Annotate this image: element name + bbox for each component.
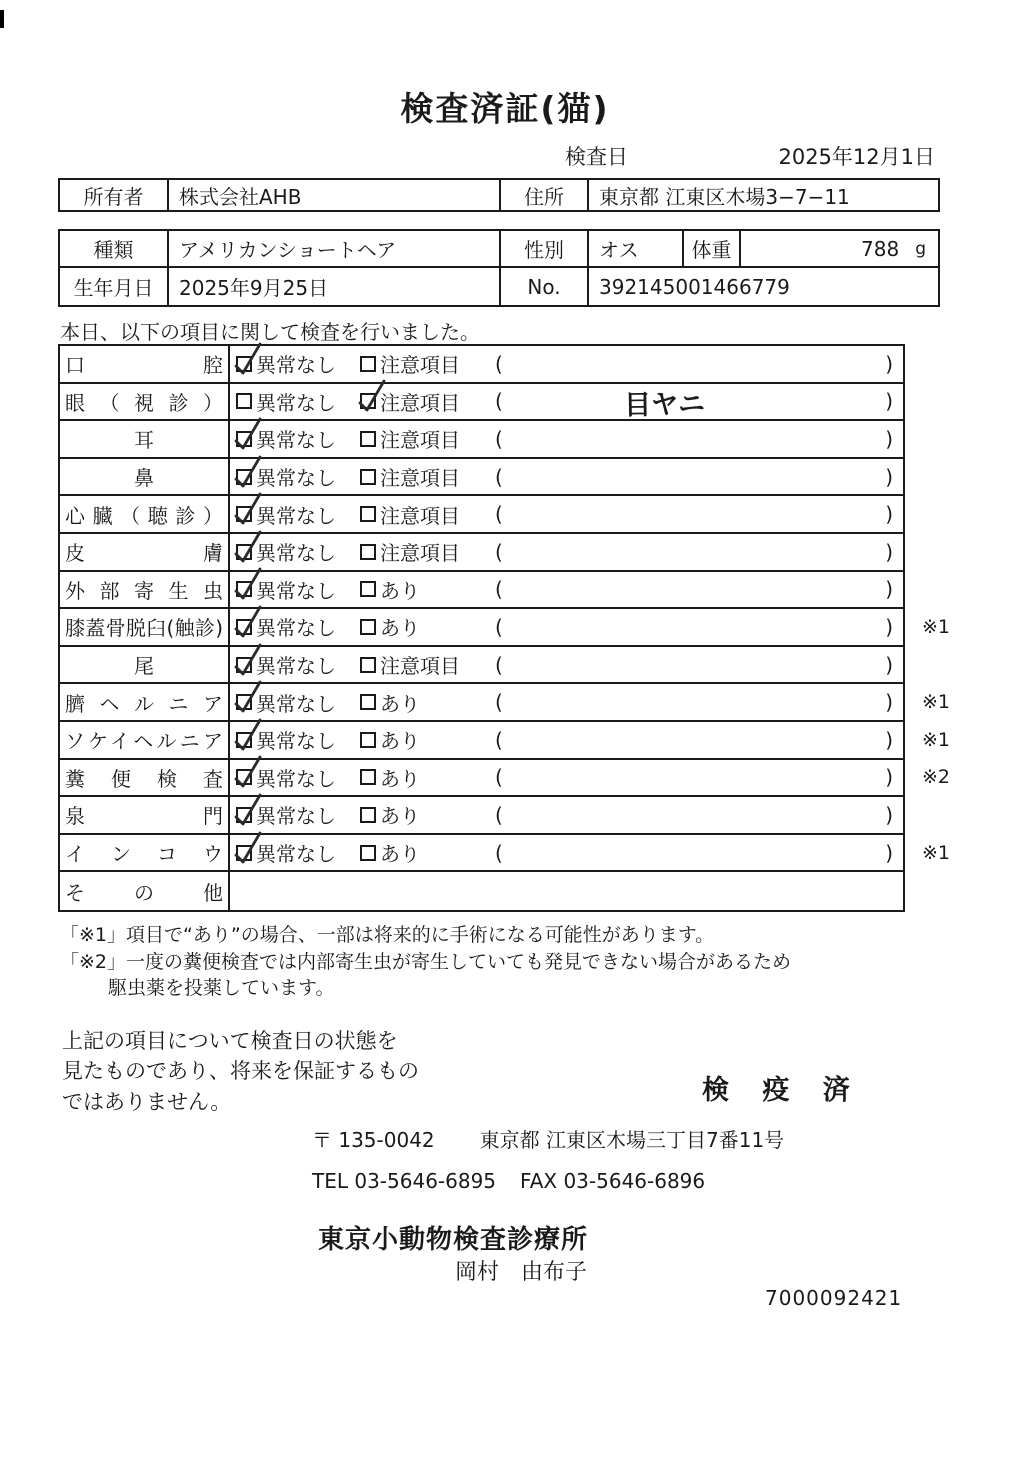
option-flag: [360, 424, 495, 453]
checkbox-normal[interactable]: [236, 581, 252, 597]
exam-item-content: [230, 459, 903, 495]
option-normal-label: 異常なし: [256, 842, 336, 867]
checkbox-flag[interactable]: [360, 769, 376, 785]
option-normal: [236, 650, 360, 679]
paren-close: ): [885, 351, 893, 376]
exam-item-content: [230, 872, 903, 910]
remark-area: [495, 502, 903, 526]
exam-item-content: [230, 647, 903, 683]
remark-area: [495, 803, 903, 827]
exam-item-label-cell: [60, 760, 230, 796]
option-flag-label: 注意項目: [380, 353, 460, 378]
option-normal-label: 異常なし: [256, 503, 336, 528]
checkbox-flag[interactable]: [360, 845, 376, 861]
checkmark-icon: [233, 491, 263, 527]
checkbox-normal[interactable]: [236, 393, 252, 409]
checkbox-flag[interactable]: [360, 469, 376, 485]
exam-item-label: 尾: [134, 654, 154, 679]
option-normal-label: 異常なし: [256, 766, 336, 791]
option-normal: [236, 763, 360, 792]
paren-close: ): [885, 389, 893, 414]
exam-row: [60, 384, 903, 422]
option-flag: [360, 387, 495, 416]
owner-label: 所有者: [83, 184, 144, 209]
remark-area: [495, 653, 903, 677]
checkbox-normal[interactable]: [236, 619, 252, 635]
paren-close: ): [885, 614, 893, 639]
pet-row-breed: [60, 231, 938, 268]
option-flag: [360, 838, 495, 867]
checkbox-normal[interactable]: [236, 807, 252, 823]
option-normal-label: 異常なし: [256, 729, 336, 754]
option-normal: [236, 800, 360, 829]
option-normal: [236, 349, 360, 378]
exam-row: [60, 421, 903, 459]
option-flag-label: あり: [380, 578, 420, 603]
option-normal-label: 異常なし: [256, 390, 336, 415]
paren-open: (: [495, 727, 503, 752]
weight-cell: [739, 231, 938, 266]
exam-item-label-cell: [60, 722, 230, 758]
option-normal-label: 異常なし: [256, 691, 336, 716]
exam-item-label: 口腔: [65, 353, 223, 378]
exam-item-content: [230, 534, 903, 570]
checkbox-normal[interactable]: [236, 431, 252, 447]
paren-close: ): [885, 426, 893, 451]
option-normal-label: 異常なし: [256, 428, 336, 453]
exam-item-label-cell: [60, 797, 230, 833]
checkbox-flag[interactable]: [360, 581, 376, 597]
disclaimer-line-1: 上記の項目について検査日の状態を: [62, 1029, 398, 1053]
checkmark-icon: [233, 679, 263, 715]
sex-label: 性別: [499, 231, 587, 266]
checkbox-normal[interactable]: [236, 732, 252, 748]
exam-date-value: 2025年12月1日: [778, 145, 935, 169]
paren-close: ): [885, 727, 893, 752]
option-flag-label: あり: [380, 804, 420, 829]
exam-row: [60, 496, 903, 534]
veterinarian-name: 岡村 由布子: [455, 1260, 588, 1285]
option-flag: [360, 575, 495, 604]
option-normal: [236, 500, 360, 529]
exam-item-label: 耳: [134, 428, 154, 453]
exam-table: [58, 344, 950, 912]
paren-close: ): [885, 502, 893, 527]
exam-item-label-cell: [60, 872, 230, 910]
exam-item-label: 膝蓋骨脱臼(触診): [65, 616, 223, 641]
exam-item-label-cell: [60, 647, 230, 683]
checkbox-flag[interactable]: [360, 732, 376, 748]
paren-close: ): [885, 765, 893, 790]
exam-item-label: ソケイヘルニア: [65, 729, 223, 754]
quarantine-stamp: 検 疫 済: [702, 1075, 862, 1106]
birth-label: 生年月日: [73, 276, 154, 300]
checkmark-icon: [233, 830, 263, 866]
exam-item-content: [230, 684, 903, 720]
remark-area: [495, 427, 903, 451]
no-label: No.: [499, 268, 587, 305]
option-flag: [360, 500, 495, 529]
checkbox-flag[interactable]: [360, 506, 376, 522]
checkbox-normal[interactable]: [236, 506, 252, 522]
footnote-reference: ※1: [921, 728, 950, 751]
clinic-address: 東京都 江東区木場三丁目7番11号: [479, 1128, 785, 1152]
clinic-name: 東京小動物検査診療所: [318, 1225, 589, 1255]
intro-text: 本日、以下の項目に関して検査を行いました。: [60, 320, 480, 344]
option-normal: [236, 462, 360, 491]
checkmark-icon: [233, 454, 263, 490]
option-flag-label: あり: [380, 766, 420, 791]
exam-row: [60, 797, 903, 835]
checkbox-normal[interactable]: [236, 694, 252, 710]
checkmark-icon: [233, 754, 263, 790]
paren-open: (: [495, 690, 503, 715]
option-flag-label: あり: [380, 691, 420, 716]
option-flag-label: あり: [380, 842, 420, 867]
option-flag: [360, 612, 495, 641]
checkbox-normal[interactable]: [236, 544, 252, 560]
exam-item-label: 臍ヘルニア: [65, 691, 223, 716]
exam-item-content: [230, 346, 903, 382]
disclaimer-text: [62, 1026, 419, 1117]
remark-area: [495, 540, 903, 564]
exam-item-label-cell: [60, 534, 230, 570]
option-normal: [236, 725, 360, 754]
serial-number: 7000092421: [765, 1286, 903, 1310]
option-normal: [236, 575, 360, 604]
exam-item-label-cell: [60, 572, 230, 608]
exam-item-label: 糞便検査: [65, 766, 223, 791]
breed-value: アメリカンショートヘア: [167, 231, 499, 266]
exam-item-label: 皮膚: [65, 541, 223, 566]
paren-close: ): [885, 577, 893, 602]
checkbox-flag[interactable]: [360, 807, 376, 823]
checkbox-flag[interactable]: [360, 393, 376, 409]
option-normal-label: 異常なし: [256, 466, 336, 491]
exam-item-content: [230, 609, 903, 645]
option-flag: [360, 688, 495, 717]
paren-open: (: [495, 351, 503, 376]
checkmark-icon: [233, 566, 263, 602]
weight-label: 体重: [682, 231, 739, 266]
exam-item-label: 心臓（聴診）: [65, 503, 223, 528]
exam-item-label-cell: [60, 459, 230, 495]
option-normal: [236, 424, 360, 453]
checkbox-normal[interactable]: [236, 845, 252, 861]
checkbox-flag[interactable]: [360, 657, 376, 673]
paren-open: (: [495, 614, 503, 639]
footnote-reference: ※1: [921, 691, 950, 714]
checkmark-icon: [233, 717, 263, 753]
checkbox-normal[interactable]: [236, 356, 252, 372]
option-normal-label: 異常なし: [256, 616, 336, 641]
footnote-1: 「※1」項目で“あり”の場合、一部は将来的に手術になる可能性があります。: [60, 924, 715, 946]
address-value: 東京都 江東区木場3−7−11: [587, 180, 938, 210]
remark-area: [495, 352, 903, 376]
page-title: 検査済証(猫): [400, 89, 610, 128]
exam-item-content: [230, 496, 903, 532]
option-flag-label: 注意項目: [380, 466, 460, 491]
exam-item-label-cell: [60, 609, 230, 645]
option-normal-label: 異常なし: [256, 541, 336, 566]
paren-open: (: [495, 652, 503, 677]
remark-area: [495, 728, 903, 752]
sex-value: オス: [587, 231, 682, 266]
exam-item-content: [230, 797, 903, 833]
paren-open: (: [495, 464, 503, 489]
option-flag-label: 注意項目: [380, 503, 460, 528]
remark-area: [495, 841, 903, 865]
option-flag-label: 注意項目: [380, 390, 460, 415]
paren-close: ): [885, 840, 893, 865]
option-flag: [360, 650, 495, 679]
exam-item-label: 鼻: [134, 466, 154, 491]
exam-item-label-cell: [60, 384, 230, 420]
remark-area: [495, 690, 903, 714]
footnote-reference: ※1: [921, 841, 950, 864]
breed-label: 種類: [93, 238, 134, 262]
checkmark-icon: [357, 378, 387, 414]
exam-item-label: その他: [65, 880, 223, 905]
option-normal-label: 異常なし: [256, 578, 336, 603]
pet-row-birth: [60, 268, 938, 305]
clinic-tel: TEL 03-5646-6895: [312, 1169, 497, 1193]
paren-open: (: [495, 765, 503, 790]
option-flag-label: 注意項目: [380, 541, 460, 566]
remark-area: [495, 382, 903, 421]
checkmark-icon: [233, 792, 263, 828]
option-flag-label: あり: [380, 616, 420, 641]
option-normal-label: 異常なし: [256, 353, 336, 378]
paren-open: (: [495, 539, 503, 564]
exam-row: [60, 459, 903, 497]
exam-date-label: 検査日: [565, 145, 628, 169]
exam-item-content: [230, 722, 903, 758]
disclaimer-line-2: 見たものであり、将来を保証するもの: [62, 1059, 419, 1084]
paren-close: ): [885, 464, 893, 489]
option-normal: [236, 387, 360, 416]
no-value: 392145001466779: [587, 268, 938, 305]
exam-row: [60, 684, 950, 722]
checkmark-icon: [233, 642, 263, 678]
option-flag: [360, 537, 495, 566]
exam-item-content: [230, 835, 903, 871]
weight-value: 788: [861, 236, 900, 261]
clinic-fax: FAX 03-5646-6896: [520, 1169, 706, 1193]
exam-item-label-cell: [60, 346, 230, 382]
paren-close: ): [885, 652, 893, 677]
exam-row: [60, 835, 950, 873]
exam-row: [60, 647, 903, 685]
checkbox-flag[interactable]: [360, 356, 376, 372]
weight-unit: g: [915, 238, 926, 259]
owner-value: 株式会社AHB: [167, 180, 499, 210]
clinic-postal-code: 〒 135-0042: [312, 1128, 435, 1152]
remark-area: [495, 615, 903, 639]
handwritten-note: 目ヤニ: [623, 388, 705, 422]
paren-open: (: [495, 389, 503, 414]
checkbox-normal[interactable]: [236, 469, 252, 485]
remark-area: [495, 765, 903, 789]
checkbox-flag[interactable]: [360, 544, 376, 560]
option-flag: [360, 800, 495, 829]
exam-item-content: [230, 760, 903, 796]
option-flag-label: 注意項目: [380, 428, 460, 453]
owner-table: [58, 178, 940, 212]
paren-open: (: [495, 840, 503, 865]
exam-item-content: [230, 572, 903, 608]
checkmark-icon: [233, 416, 263, 452]
checkmark-icon: [233, 529, 263, 565]
paren-close: ): [885, 539, 893, 564]
exam-item-content: [230, 384, 903, 420]
paren-open: (: [495, 426, 503, 451]
checkbox-flag[interactable]: [360, 431, 376, 447]
footnote-2-continued: 駆虫薬を投薬しています。: [108, 977, 335, 999]
option-normal: [236, 537, 360, 566]
exam-row: [60, 534, 903, 572]
clinic-phone-line: [312, 1169, 705, 1193]
exam-row: [60, 872, 903, 910]
checkbox-normal[interactable]: [236, 657, 252, 673]
pet-table: [58, 229, 940, 307]
option-flag: [360, 462, 495, 491]
paren-close: ): [885, 802, 893, 827]
option-flag: [360, 725, 495, 754]
option-flag: [360, 349, 495, 378]
footnote-reference: ※1: [921, 615, 950, 638]
option-normal: [236, 612, 360, 641]
exam-row: [60, 609, 950, 647]
exam-item-label: 泉門: [65, 804, 223, 829]
remark-area: [495, 465, 903, 489]
address-label: 住所: [499, 180, 587, 210]
option-flag-label: 注意項目: [380, 654, 460, 679]
remark-area: [495, 577, 903, 601]
exam-item-label: インコウ: [65, 842, 223, 867]
footnote-2: 「※2」一度の糞便検査では内部寄生虫が寄生していても発見できない場合があるため: [60, 951, 792, 973]
exam-row: [60, 346, 903, 384]
exam-row: [60, 722, 950, 760]
option-normal-label: 異常なし: [256, 654, 336, 679]
scan-artifact: [0, 10, 4, 28]
birth-value: 2025年9月25日: [167, 268, 499, 305]
exam-item-content: [230, 421, 903, 457]
footnote-reference: ※2: [921, 766, 950, 789]
paren-open: (: [495, 577, 503, 602]
option-normal: [236, 838, 360, 867]
exam-item-label-cell: [60, 496, 230, 532]
disclaimer-line-3: ではありません。: [62, 1089, 232, 1114]
exam-row: [60, 572, 903, 610]
clinic-address-line: [312, 1124, 784, 1153]
checkmark-icon: [233, 341, 263, 377]
option-flag-label: あり: [380, 729, 420, 754]
exam-item-label: 眼（視診）: [65, 390, 223, 415]
checkbox-flag[interactable]: [360, 694, 376, 710]
paren-open: (: [495, 502, 503, 527]
exam-item-label: 外部寄生虫: [65, 578, 223, 603]
exam-item-label-cell: [60, 684, 230, 720]
paren-open: (: [495, 802, 503, 827]
paren-close: ): [885, 690, 893, 715]
checkbox-flag[interactable]: [360, 619, 376, 635]
option-normal: [236, 688, 360, 717]
exam-item-label-cell: [60, 835, 230, 871]
checkmark-icon: [233, 604, 263, 640]
checkbox-normal[interactable]: [236, 769, 252, 785]
option-normal-label: 異常なし: [256, 804, 336, 829]
option-flag: [360, 763, 495, 792]
exam-row: [60, 760, 950, 798]
exam-item-label-cell: [60, 421, 230, 457]
